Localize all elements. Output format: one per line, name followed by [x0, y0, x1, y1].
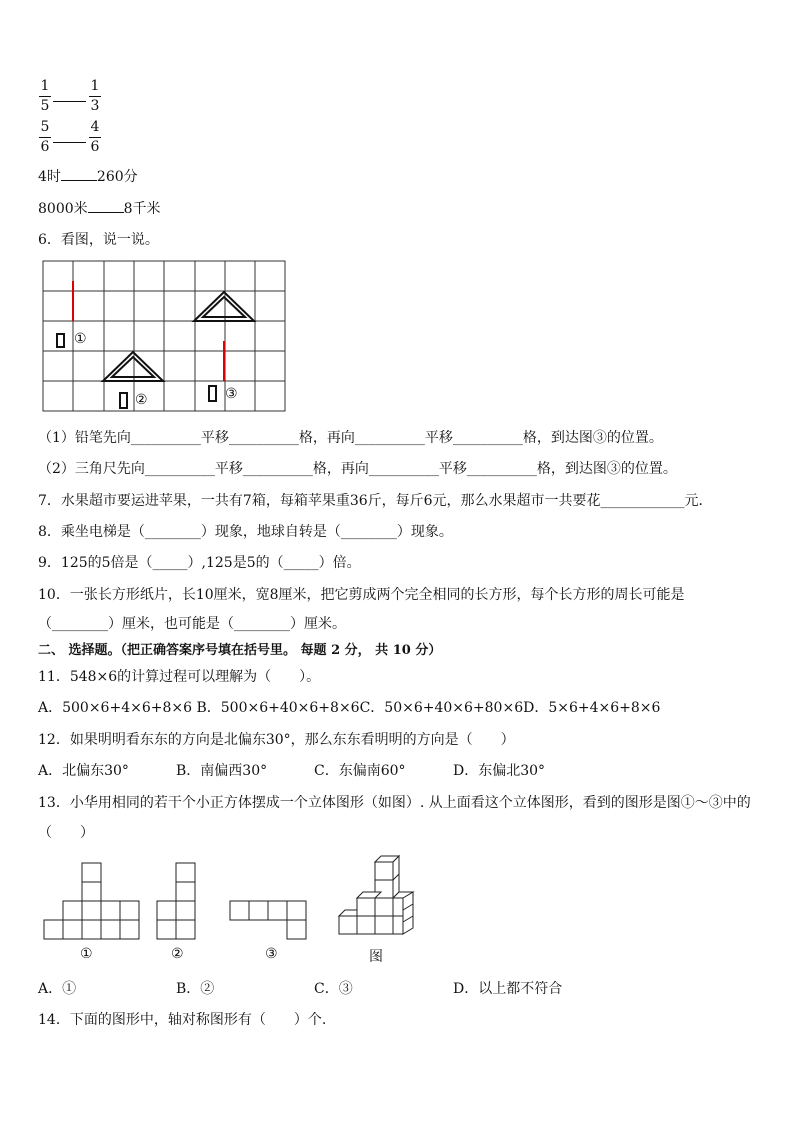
q6-line-1: （1）铅笔先向__________平移__________格，再向__________平移__________格，到达图③的位置。 — [38, 430, 663, 446]
denominator: 6 — [40, 139, 50, 155]
q11-options: A．500×6+4×6+8×6 B．500×6+40×6+8×6C．50×6+40×6+80×6D．5×6+4×6+8×6 — [38, 700, 661, 716]
denominator: 5 — [40, 98, 50, 114]
q12-stem: 12．如果明明看东东的方向是北偏东30°，那么东东看明明的方向是（ ） — [38, 732, 515, 748]
q8: 8．乘坐电梯是（________）现象，地球自转是（________）现象。 — [38, 524, 453, 540]
numerator: 4 — [90, 119, 100, 135]
fig-caption-3: ③ — [265, 946, 278, 962]
q13-option-d[interactable]: D．以上都不符合 — [453, 981, 563, 997]
q9: 9．125的5倍是（_____）,125是5的（_____）倍。 — [38, 555, 361, 571]
q10-line-1: 10．一张长方形纸片，长10厘米，宽8厘米，把它剪成两个完全相同的长方形，每个长方形的周长可能是 — [38, 587, 685, 603]
compare-time: 4时 260分 — [38, 169, 138, 185]
q12-option-d[interactable]: D．东偏北30° — [453, 763, 546, 779]
q14: 14．下面的图形中，轴对称图形有（ ）个. — [38, 1012, 327, 1028]
fig-caption-1: ① — [80, 946, 93, 962]
q12-option-b[interactable]: B．南偏西30° — [176, 763, 268, 779]
q13-stem-2: （ ） — [38, 825, 94, 841]
fig-caption-2: ② — [171, 946, 184, 962]
q13-option-c[interactable]: C．③ — [314, 981, 353, 997]
label-2: ② — [135, 392, 148, 408]
q13-option-b[interactable]: B．② — [176, 981, 215, 997]
section-2-heading: 二、 选择题。（把正确答案序号填在括号里。 每题 2 分， 共 10 分） — [38, 643, 442, 658]
denominator: 3 — [90, 98, 100, 114]
numerator: 1 — [40, 78, 50, 94]
numerator: 1 — [90, 78, 100, 94]
label-3: ③ — [225, 386, 238, 402]
fig-caption-4: 图 — [369, 949, 383, 965]
label-1: ① — [74, 331, 87, 347]
numerator: 5 — [40, 119, 50, 135]
q13-option-a[interactable]: A．① — [38, 981, 77, 997]
q6-title: 6．看图，说一说。 — [38, 232, 159, 248]
q12-option-a[interactable]: A．北偏东30° — [38, 763, 129, 779]
q6-line-2: （2）三角尺先向__________平移__________格，再向__________平移__________格，到达图③的位置。 — [38, 461, 677, 477]
denominator: 6 — [90, 139, 100, 155]
q7: 7．水果超市要运进苹果，一共有7箱，每箱苹果重36斤，每斤6元，那么水果超市一共要花____________元． — [38, 493, 713, 509]
q12-option-c[interactable]: C．东偏南60° — [314, 763, 406, 779]
q13-stem-1: 13．小华用相同的若干个小正方体摆成一个立体图形（如图）. 从上面看这个立体图形，看到的图形是图①～③中的 — [38, 795, 751, 811]
isometric-solid — [339, 856, 413, 934]
q11-stem: 11．548×6的计算过程可以理解为（ ）。 — [38, 669, 321, 685]
q10-line-2: （________）厘米，也可能是（________）厘米。 — [38, 616, 346, 632]
compare-length: 8000米 8千米 — [38, 201, 161, 217]
